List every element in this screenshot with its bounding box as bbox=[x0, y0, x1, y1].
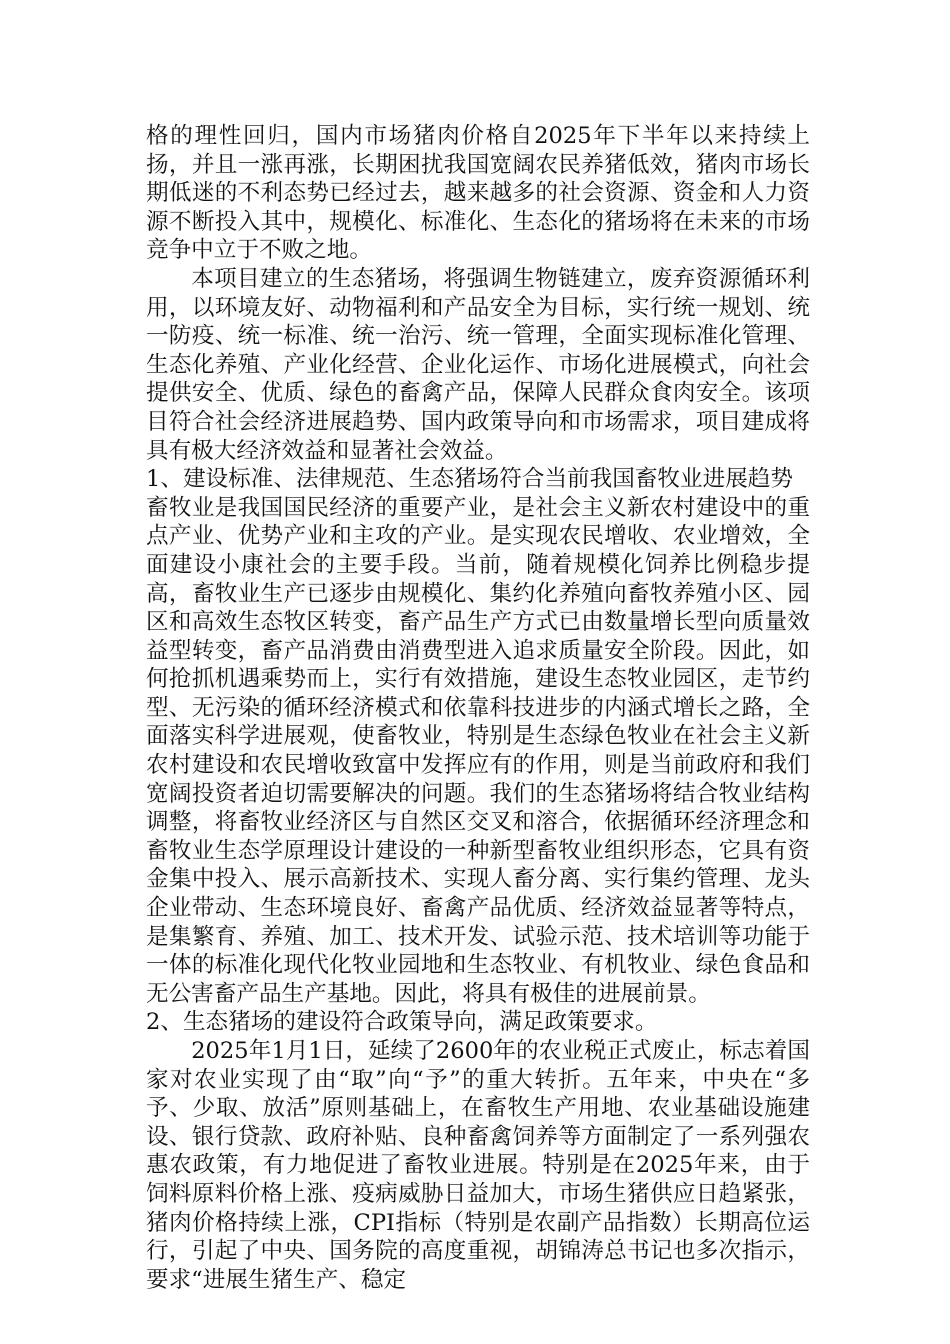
body-paragraph-4: 2025年1月1日，延续了2600年的农业税正式废止，标志着国家对农业实现了由“取”向“予”的重大转折。五年来，中央在“多予、少取、放活”原则基础上，在畜牧生产用地、农业基础设施建设、银行贷款、政府补贴、良种畜禽饲养等方面制定了一系列强农惠农政策，有力地促进了畜牧业进展。特别是在2025年来，由于饲料原料价格上涨、疫病威胁日益加大，市场生猪供应日趋紧张，猪肉价格持续上涨，CPI指标（特别是农副产品指数）长期高位运行，引起了中央、国务院的高度重视，胡锦涛总书记也多次指示，要求“进展生猪生产、稳定 bbox=[146, 1038, 810, 1293]
section-heading-2: 2、生态猪场的建设符合政策导向，满足政策要求。 bbox=[146, 1009, 658, 1036]
body-paragraph-2: 本项目建立的生态猪场，将强调生物链建立，废弃资源循环利用，以环境友好、动物福利和产品安全为目标，实行统一规划、统一防疫、统一标准、统一治污、统一管理，全面实现标准化管理、生态化养殖、产业化经营、企业化运作、市场化进展模式，向社会提供安全、优质、绿色的畜禽产品，保障人民群众食肉安全。该项目符合社会经济进展趋势、国内政策导向和市场需求，项目建成将具有极大经济效益和显著社会效益。 bbox=[146, 265, 810, 464]
section-heading-1: 1、建设标准、法律规范、生态猪场符合当前我国畜牧业进展趋势 bbox=[146, 466, 793, 493]
body-paragraph-1: 格的理性回归，国内市场猪肉价格自2025年下半年以来持续上扬，并且一涨再涨，长期困扰我国宽阔农民养猪低效，猪肉市场长期低迷的不利态势已经过去，越来越多的社会资源、资金和人力资源不断投入其中，规模化、标准化、生态化的猪场将在未来的市场竞争中立于不败之地。 bbox=[146, 123, 810, 264]
document-page bbox=[146, 122, 810, 1294]
body-paragraph-3: 畜牧业是我国国民经济的重要产业，是社会主义新农村建设中的重点产业、优势产业和主攻的产业。是实现农民增收、农业增效，全面建设小康社会的主要手段。当前，随着规模化饲养比例稳步提高，畜牧业生产已逐步由规模化、集约化养殖向畜牧养殖小区、园区和高效生态牧区转变，畜产品生产方式已由数量增长型向质量效益型转变，畜产品消费由消费型进入追求质量安全阶段。因此，如何抢抓机遇乘势而上，实行有效措施，建设生态牧业园区，走节约型、无污染的循环经济模式和依靠科技进步的内涵式增长之路，全面落实科学进展观，使畜牧业，特别是生态绿色牧业在社会主义新农村建设和农民增收致富中发挥应有的作用，则是当前政府和我们宽阔投资者迫切需要解决的问题。我们的生态猪场将结合牧业结构调整，将畜牧业经济区与自然区交叉和溶合，依据循环经济理念和畜牧业生态学原理设计建设的一种新型畜牧业组织形态，它具有资金集中投入、展示高新技术、实现人畜分离、实行集约管理、龙头企业带动、生态环境良好、畜禽产品优质、经济效益显著等特点，是集繁育、养殖、加工、技术开发、试验示范、技术培训等功能于一体的标准化现代化牧业园地和生态牧业、有机牧业、绿色食品和无公害畜产品生产基地。因此，将具有极佳的进展前景。 bbox=[146, 494, 810, 1007]
